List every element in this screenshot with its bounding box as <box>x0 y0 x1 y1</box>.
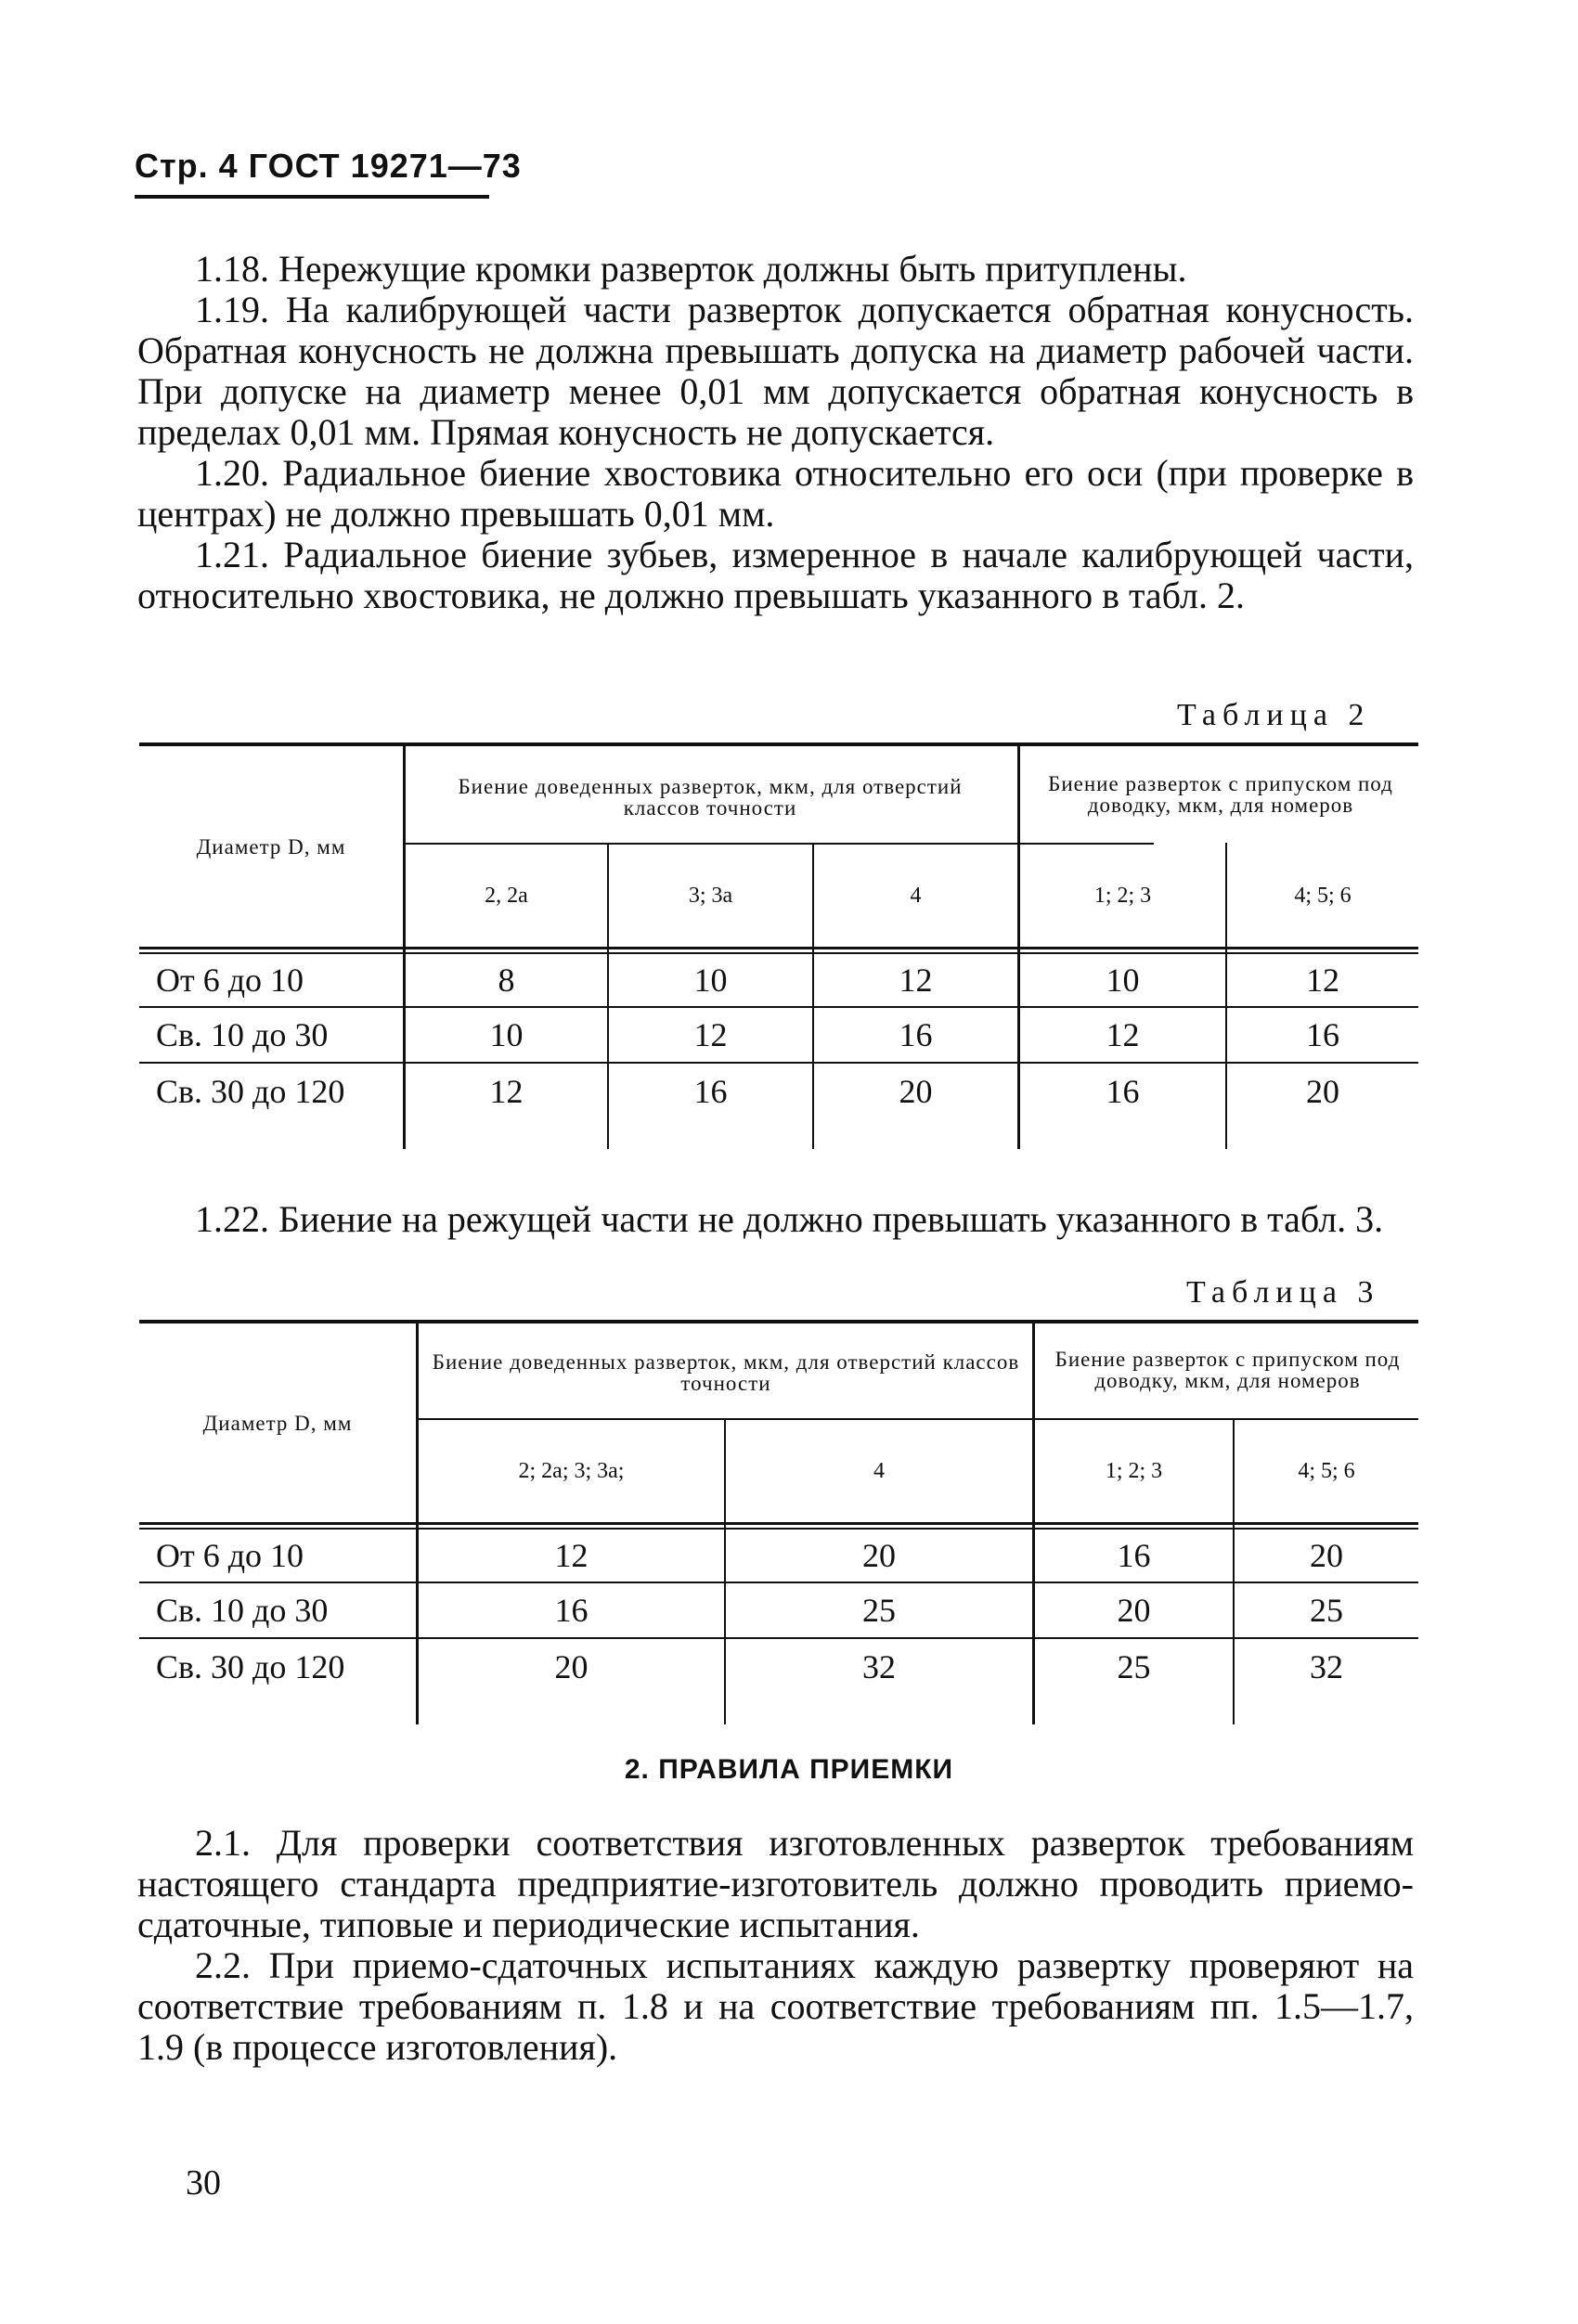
table-3-group-finished: Биение доведенных разверток, мкм, для отверстий классов точности <box>432 1350 1020 1395</box>
page-header: Стр. 4 ГОСТ 19271—73 <box>135 147 522 185</box>
table-2-group-allowance: Биение разверток с припуском под доводку, мкм, для номеров <box>1048 772 1393 817</box>
table-2-cell: 20 <box>899 1073 933 1110</box>
table-3-caption: Таблица 3 <box>1186 1275 1380 1310</box>
table-3-row-label: Св. 30 до 120 <box>156 1648 345 1685</box>
page-number: 30 <box>186 2163 221 2202</box>
table-2-subhead: 4 <box>910 883 922 908</box>
table-2-row-label: Св. 10 до 30 <box>156 1016 329 1053</box>
table-3-subhead: 2; 2а; 3; 3а; <box>518 1458 625 1483</box>
table-2-cell: 16 <box>899 1016 933 1053</box>
table-3-subhead: 4 <box>873 1458 885 1483</box>
table-2-subhead: 3; 3а <box>688 883 733 908</box>
text-block-mid <box>137 1199 1414 1240</box>
paragraph-1-22: 1.22. Биение на режущей части не должно превышать указанного в табл. 3. <box>195 1198 1384 1240</box>
table-3-cell: 20 <box>554 1648 589 1685</box>
table-3-cell: 32 <box>862 1648 896 1685</box>
table-2-subhead: 2, 2а <box>485 883 528 908</box>
table-3-row-label: Св. 10 до 30 <box>156 1592 329 1629</box>
text-block-bottom <box>137 1823 1414 2068</box>
table-2-cell: 16 <box>693 1073 728 1110</box>
table-2-cell: 12 <box>899 962 933 999</box>
table-3 <box>139 1320 1418 1728</box>
header-rule <box>135 195 489 199</box>
table-2-cell: 10 <box>693 962 728 999</box>
table-2-col-diameter: Диаметр D, мм <box>196 834 346 859</box>
table-2-cell: 12 <box>1106 1016 1140 1053</box>
table-2-row-label: От 6 до 10 <box>156 962 304 999</box>
table-3-cell: 20 <box>1117 1592 1151 1629</box>
table-2-cell: 20 <box>1306 1073 1339 1110</box>
table-3-cell: 20 <box>1310 1537 1343 1574</box>
table-3-cell: 25 <box>1310 1592 1343 1629</box>
table-2-cell: 16 <box>1106 1073 1140 1110</box>
table-3-col-diameter: Диаметр D, мм <box>202 1411 353 1435</box>
table-3-cell: 20 <box>862 1537 896 1574</box>
table-2-cell: 12 <box>693 1016 728 1053</box>
table-3-subhead: 4; 5; 6 <box>1298 1458 1355 1483</box>
table-3-cell: 16 <box>554 1592 589 1629</box>
table-3-cell: 25 <box>1117 1648 1151 1685</box>
table-3-subhead: 1; 2; 3 <box>1105 1458 1163 1483</box>
table-2-caption: Таблица 2 <box>1177 698 1371 732</box>
table-2 <box>139 742 1418 1151</box>
paragraph-1-18: 1.18. Нережущие кромки разверток должны быть притуплены. <box>195 248 1187 290</box>
table-2-subhead: 1; 2; 3 <box>1093 883 1152 908</box>
table-3-group-allowance: Биение разверток с припуском под доводку, мкм, для номеров <box>1054 1348 1401 1392</box>
table-3-cell: 32 <box>1310 1648 1343 1685</box>
paragraph-1-20: 1.20. Радиальное биение хвостовика относительно его оси (при проверке в центрах) не должно превышать 0,01 мм. <box>137 452 1414 535</box>
section-title: 2. ПРАВИЛА ПРИЕМКИ <box>624 1754 954 1785</box>
table-3-cell: 25 <box>862 1592 896 1629</box>
table-3-cell: 16 <box>1117 1537 1151 1574</box>
table-2-subhead: 4; 5; 6 <box>1294 883 1352 908</box>
table-2-group-finished: Биение доведенных разверток, мкм, для отверстий классов точности <box>458 775 963 820</box>
paragraph-2-2: 2.2. При приемо-сдаточных испытаниях каждую развертку проверяют на соответствие требованиям п. 1.8 и на соответствие требованиям пп. 1.5—1.7, 1.9 (в процессе изготовления). <box>137 1944 1414 2068</box>
table-2-cell: 12 <box>489 1073 524 1110</box>
table-3-row-label: От 6 до 10 <box>156 1537 304 1574</box>
paragraph-1-19: 1.19. На калибрующей части разверток допускается обратная конусность. Обратная конусность не должна превышать допуска на диаметр рабочей части. При допуске на диаметр менее 0,01 мм допускается обратная конусность в пределах 0,01 мм. Прямая конусность не допускается. <box>137 289 1414 453</box>
table-2-cell: 12 <box>1306 962 1339 999</box>
table-2-cell: 8 <box>498 962 515 999</box>
table-2-row-label: Св. 30 до 120 <box>156 1073 345 1110</box>
table-3-header-rule <box>139 1522 1418 1525</box>
table-2-cell: 10 <box>489 1016 524 1053</box>
table-2-cell: 10 <box>1106 962 1140 999</box>
table-2-cell: 16 <box>1306 1016 1339 1053</box>
paragraph-2-1: 2.1. Для проверки соответствия изготовленных разверток требованиям настоящего стандарта предприятие-изготовитель должно проводить приемо-сдаточные, типовые и периодические испытания. <box>137 1822 1414 1945</box>
table-3-cell: 12 <box>554 1537 589 1574</box>
paragraph-1-21: 1.21. Радиальное биение зубьев, измеренное в начале калибрующей части, относительно хвостовика, не должно превышать указанного в табл. 2. <box>137 534 1414 616</box>
text-block-top <box>137 249 1414 616</box>
